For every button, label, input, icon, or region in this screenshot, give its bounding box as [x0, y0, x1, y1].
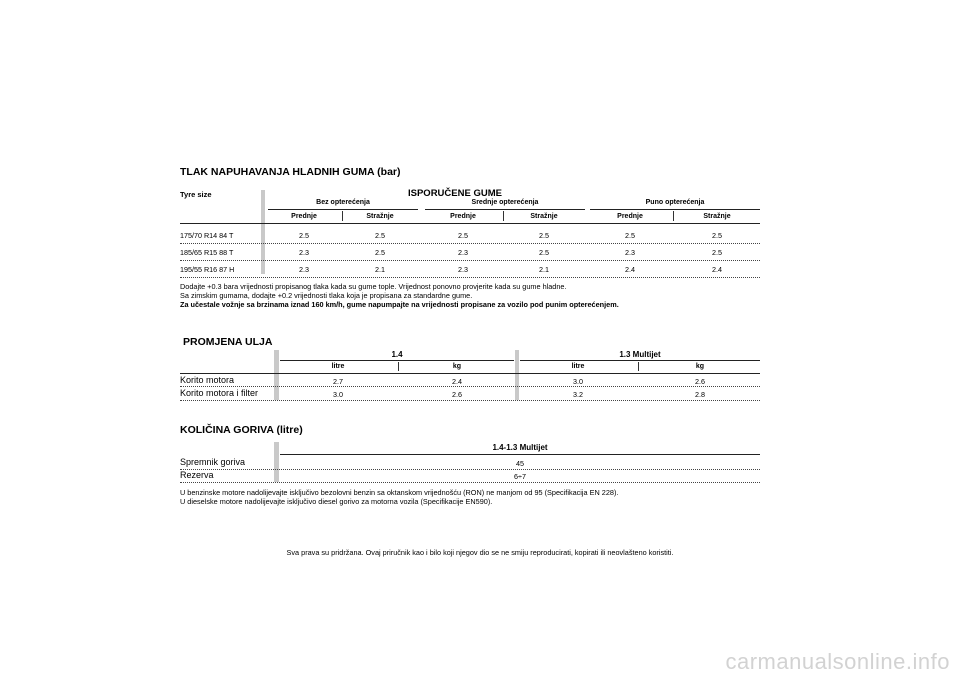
fuel-title: KOLIČINA GORIVA (litre): [180, 424, 303, 436]
oil-col-sep-2: [638, 362, 639, 371]
tyre-load-rule-2: [425, 209, 585, 210]
tyre-cell: 2.3: [299, 248, 309, 257]
tyre-axle-header: Prednje: [291, 213, 317, 220]
oil-row-rule: [180, 386, 760, 387]
tyre-cell: 2.5: [458, 231, 468, 240]
tyre-note-speed: Za učestale vožnje sa brzinama iznad 160 km/h, gume napumpajte na vrijednosti propisane za vozilo pod punim opterećenjem.: [180, 300, 619, 309]
tyre-axle-header: Stražnje: [530, 213, 558, 220]
oil-unit-header: litre: [571, 363, 585, 370]
oil-divider-bar-left: [274, 350, 279, 400]
fuel-engine-header: 1.4-1.3 Multijet: [492, 443, 548, 452]
tyre-col-sep-3: [673, 211, 674, 221]
tyre-cell: 2.3: [299, 265, 309, 274]
oil-unit-header: kg: [452, 363, 462, 370]
tyre-cell: 2.1: [539, 265, 549, 274]
tyre-cell: 2.5: [375, 248, 385, 257]
tyre-cell: 2.3: [458, 248, 468, 257]
tyre-cell: 2.3: [625, 248, 635, 257]
tyre-note-winter: Sa zimskim gumama, dodajte +0.2 vrijednosti tlaka koja je propisana za standardne gume.: [180, 291, 473, 300]
fuel-note-diesel: U dieselske motore nadolijevajte isključivo diesel gorivo za motorna vozila (Specifikacije EN590).: [180, 497, 493, 506]
watermark: carmanualsonline.info: [725, 649, 950, 674]
oil-cell: 3.2: [573, 390, 583, 399]
tyre-cell: 2.5: [712, 248, 722, 257]
tyre-cell: 2.5: [375, 231, 385, 240]
oil-unit-header: litre: [331, 363, 345, 370]
tyre-cell: 2.4: [625, 265, 635, 274]
oil-row-rule: [180, 400, 760, 401]
tyre-group-header: ISPORUČENE GUME: [408, 188, 502, 199]
tyre-row-rule: [180, 277, 760, 278]
fuel-note-petrol: U benzinske motore nadolijevajte isključivo bezolovni benzin sa oktanskom vrijednošću (RON) ne manjom od 95 (Specifikacija EN 228).: [180, 488, 619, 497]
fuel-cell: 45: [516, 459, 524, 468]
oil-header-rule: [180, 373, 760, 374]
oil-cell: 2.8: [695, 390, 705, 399]
tyre-row-size: 175/70 R14 84 T: [180, 231, 234, 240]
oil-unit-header: kg: [695, 363, 705, 370]
fuel-cell: 6÷7: [514, 472, 526, 481]
fuel-engine-rule: [280, 454, 760, 455]
oil-engine-header: 1.4: [391, 350, 403, 359]
tyre-row-rule: [180, 260, 760, 261]
tyre-size-header: Tyre size: [180, 190, 212, 199]
tyre-cell: 2.5: [625, 231, 635, 240]
fuel-row-label: Spremnik goriva: [180, 457, 246, 467]
oil-cell: 2.6: [452, 390, 462, 399]
fuel-row-label: Rezerva: [180, 470, 214, 480]
tyre-load-rule-1: [268, 209, 418, 210]
oil-title: PROMJENA ULJA: [183, 336, 273, 348]
tyre-cell: 2.5: [539, 231, 549, 240]
tyre-col-sep-1: [342, 211, 343, 221]
tyre-cell: 2.5: [299, 231, 309, 240]
tyre-cell: 2.5: [712, 231, 722, 240]
tyre-row-size: 185/65 R15 88 T: [180, 248, 234, 257]
oil-divider-bar-middle: [515, 350, 519, 400]
tyre-pressure-title: TLAK NAPUHAVANJA HLADNIH GUMA (bar): [180, 166, 401, 178]
oil-cell: 3.0: [573, 377, 583, 386]
oil-cell: 3.0: [333, 390, 343, 399]
tyre-cell: 2.3: [458, 265, 468, 274]
fuel-row-rule: [180, 469, 760, 470]
oil-engine-header: 1.3 Multijet: [619, 350, 661, 359]
tyre-axle-header: Prednje: [617, 213, 643, 220]
tyre-row-rule: [180, 243, 760, 244]
oil-cell: 2.6: [695, 377, 705, 386]
tyre-axle-header: Prednje: [450, 213, 476, 220]
tyre-cell: 2.5: [539, 248, 549, 257]
tyre-load-rule-3: [590, 209, 760, 210]
oil-engine-rule: [520, 360, 760, 361]
fuel-row-rule: [180, 482, 760, 483]
tyre-load-medium: Srednje opterećenja: [471, 199, 539, 206]
tyre-row-size: 195/55 R16 87 H: [180, 265, 235, 274]
oil-row-label: Korito motora i filter: [180, 388, 259, 398]
tyre-cell: 2.1: [375, 265, 385, 274]
fuel-divider-bar: [274, 442, 279, 482]
oil-cell: 2.4: [452, 377, 462, 386]
tyre-table-divider-bar: [261, 190, 265, 274]
tyre-col-sep-2: [503, 211, 504, 221]
copyright-footer: Sva prava su pridržana. Ovaj priručnik kao i bilo koji njegov dio se ne smiju reproducirati, kopirati ili neovlašteno koristiti.: [286, 548, 674, 557]
tyre-axle-header: Stražnje: [703, 213, 731, 220]
tyre-note-warm: Dodajte +0.3 bara vrijednosti propisanog tlaka kada su gume tople. Vrijednost ponovno provjerite kada su gume hladne.: [180, 282, 567, 291]
tyre-axle-header: Stražnje: [366, 213, 394, 220]
oil-cell: 2.7: [333, 377, 343, 386]
oil-engine-rule: [280, 360, 514, 361]
oil-col-sep-1: [398, 362, 399, 371]
tyre-cell: 2.4: [712, 265, 722, 274]
oil-row-label: Korito motora: [180, 375, 235, 385]
tyre-load-full: Puno opterećenja: [645, 199, 705, 206]
tyre-header-rule: [180, 223, 760, 224]
tyre-load-empty: Bez opterećenja: [316, 199, 370, 206]
